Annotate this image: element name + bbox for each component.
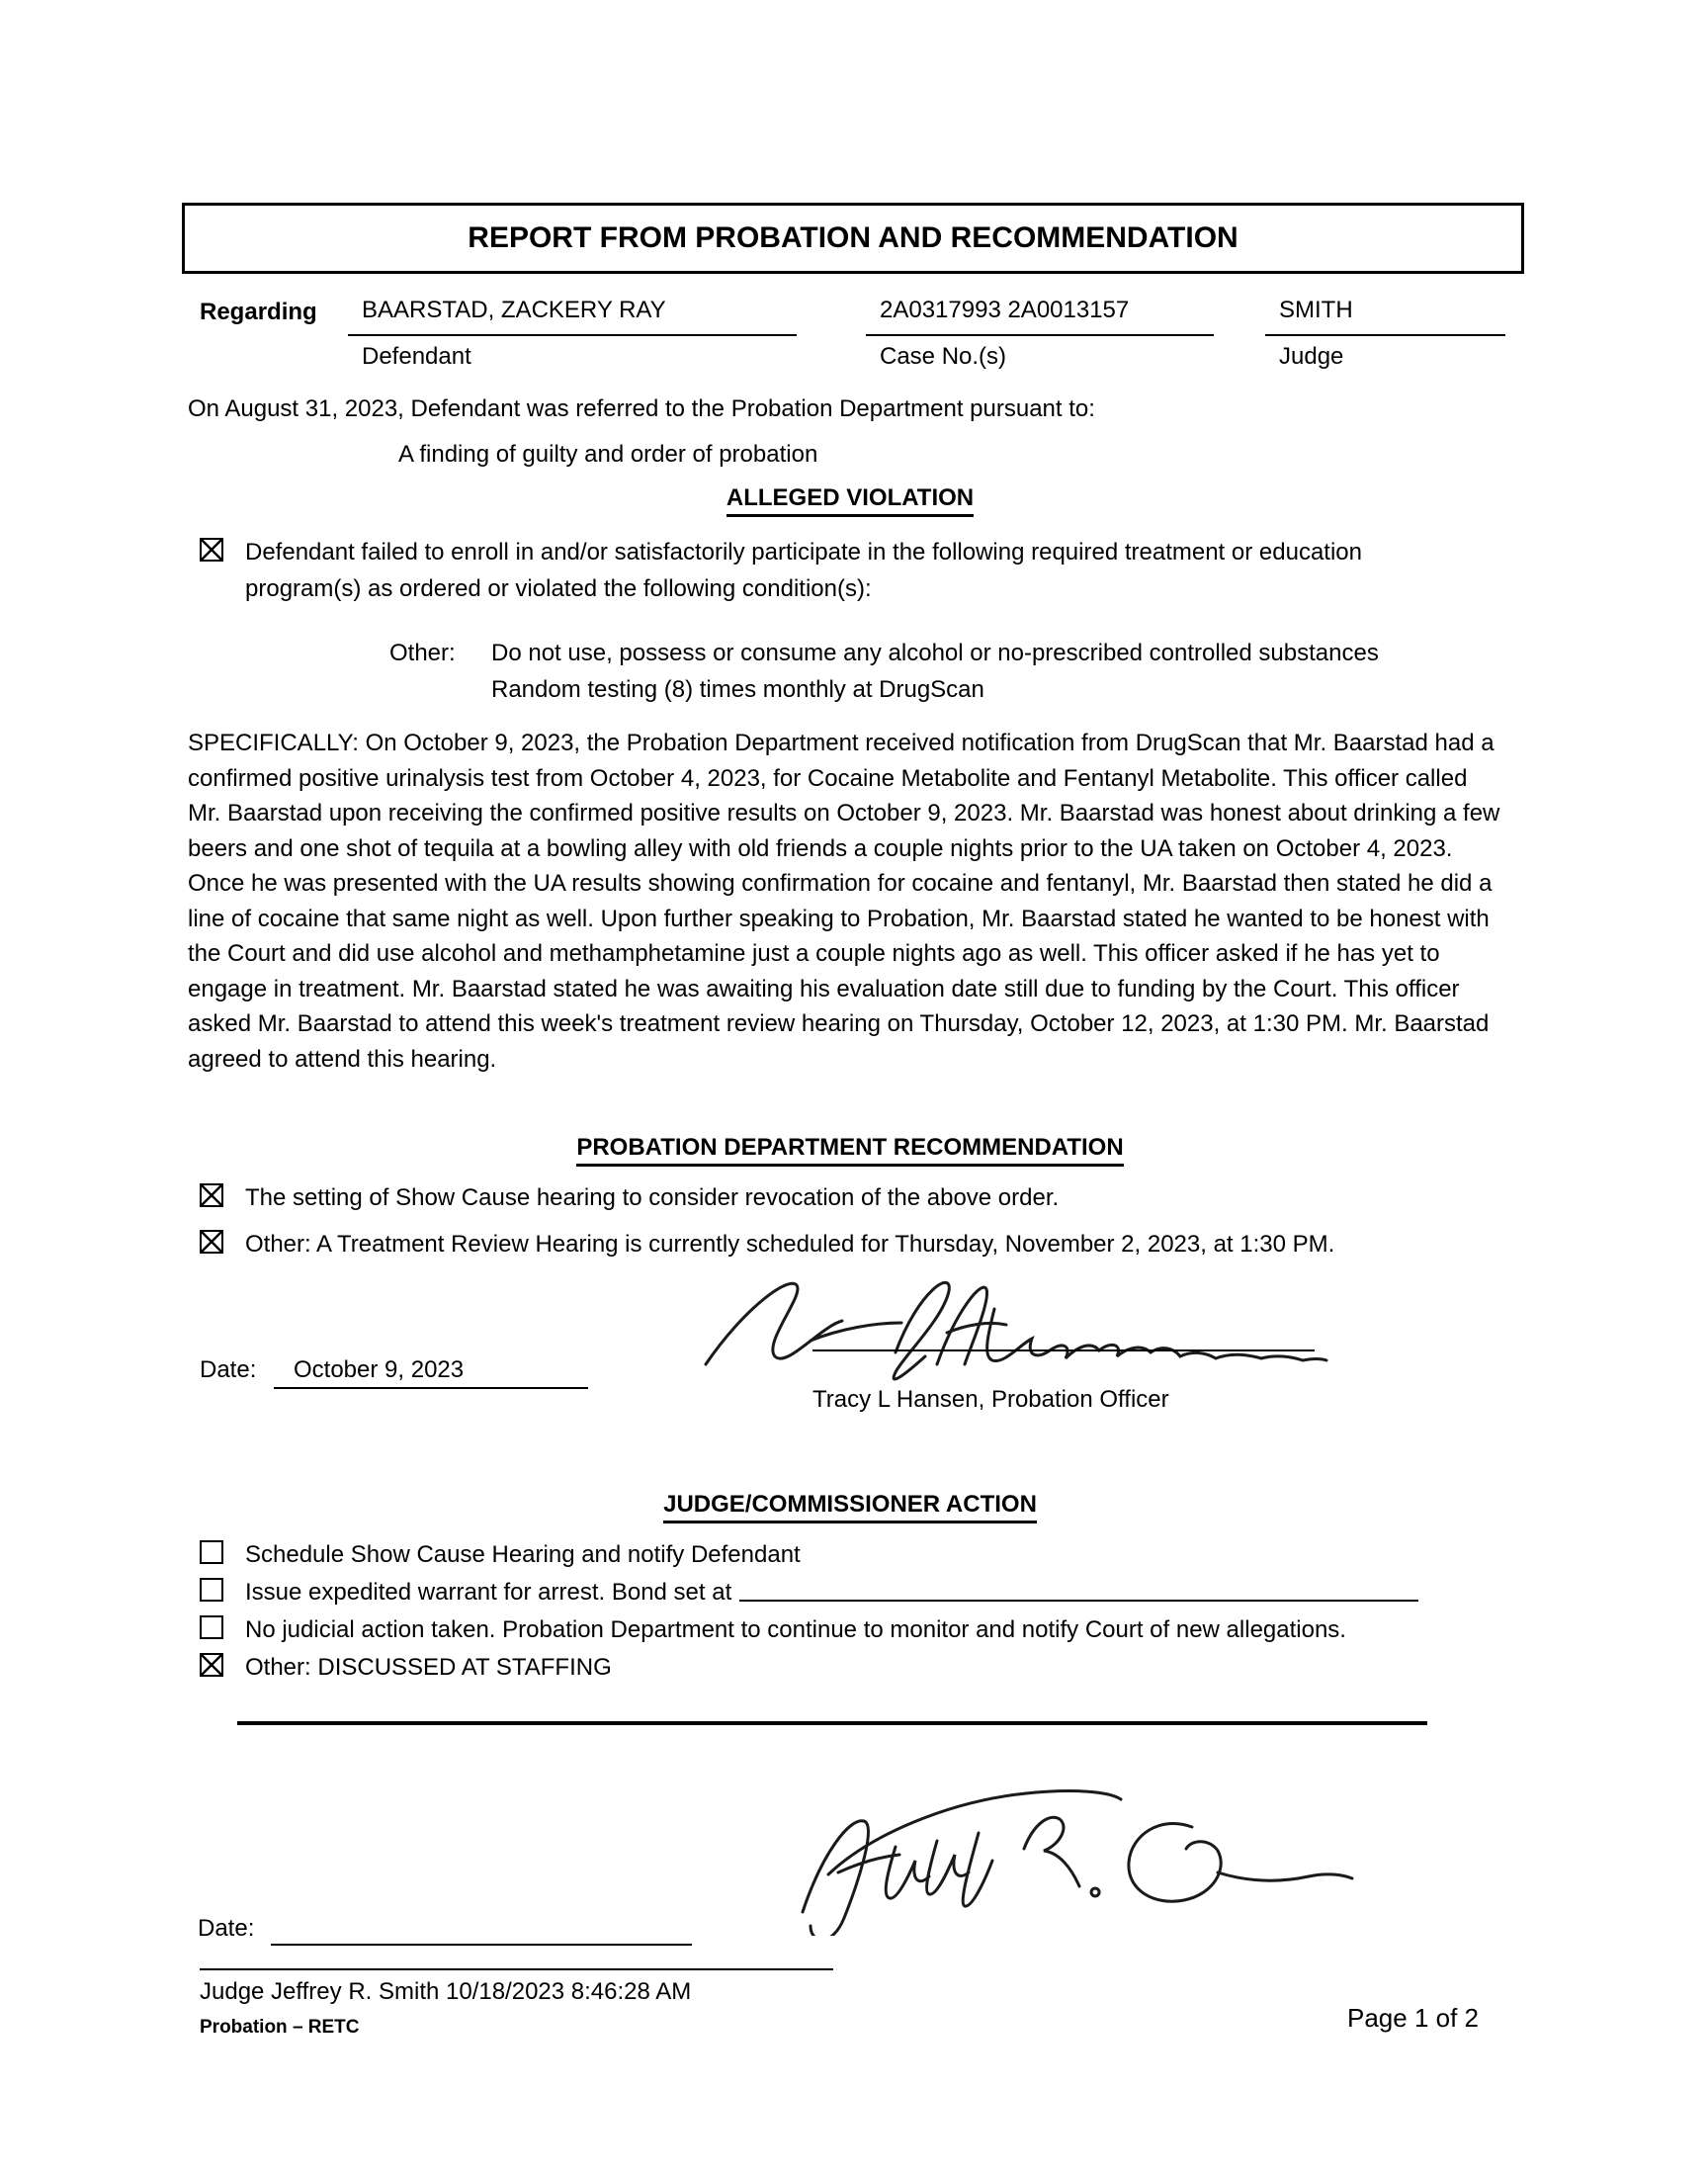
judge-value: SMITH: [1265, 297, 1505, 336]
alleged-violation-heading: ALLEGED VIOLATION: [188, 484, 1512, 517]
specifically-paragraph: SPECIFICALLY: On October 9, 2023, the Probation Department received notification from DrugScan that Mr. Baarstad had a confirmed positive urinalysis test from October 4, 2023, for Cocaine Metabolite and Fentanyl Metabolite. This officer called Mr. Baarstad upon receiving the confirmed positive results on October 9, 2023. Mr. Baarstad was honest about drinking a few beers and one shot of tequila at a bowling alley with old friends a couple nights prior to the UA taken on October 4, 2023. Once he was presented with the UA results showing confirmation for cocaine and fentanyl, Mr. Baarstad then stated he did a line of cocaine that same night as well. Upon further speaking to Probation, Mr. Baarstad stated he wanted to be honest with the Court and did use alcohol and methamphetamine just a couple nights ago as well. This officer asked if he has yet to engage in treatment. Mr. Baarstad stated he was awaiting his evaluation date still due to funding by the Court. This officer asked Mr. Baarstad to attend this week's treatment review hearing on Thursday, October 12, 2023, at 1:30 PM. Mr. Baarstad agreed to attend this hearing.: [188, 730, 1500, 1073]
judge-signature-image: [712, 1778, 1364, 1936]
judge-action-item-row: [200, 1536, 1514, 1573]
case-number-field: [866, 297, 1214, 371]
judge-signed-by-text: Judge Jeffrey R. Smith 10/18/2023 8:46:28 AM: [200, 1978, 692, 2005]
unchecked-checkbox-icon: [200, 1615, 223, 1639]
judge-date-label: Date:: [198, 1915, 255, 1942]
violation-other-block: [389, 635, 1516, 708]
title-box: [182, 203, 1524, 274]
judge-action-item-text: Other: DISCUSSED AT STAFFING: [245, 1654, 612, 1681]
regarding-section: [188, 297, 1517, 371]
document-title: REPORT FROM PROBATION AND RECOMMENDATION: [468, 221, 1238, 254]
officer-signature-name: Tracy L Hansen, Probation Officer: [812, 1386, 1169, 1413]
officer-signature-line: [812, 1349, 1315, 1351]
other-condition-line2: Random testing (8) times monthly at DrugScan: [491, 676, 984, 703]
officer-date-value: October 9, 2023: [294, 1356, 465, 1383]
bond-amount-line: [739, 1574, 1418, 1602]
recommendation-heading: PROBATION DEPARTMENT RECOMMENDATION: [188, 1134, 1512, 1167]
other-label: Other:: [389, 640, 456, 666]
defendant-value: BAARSTAD, ZACKERY RAY: [348, 297, 797, 336]
judge-signature-block-line: [200, 1968, 833, 1970]
judge-action-write-in-line: [237, 1721, 1427, 1725]
unchecked-checkbox-icon: [200, 1578, 223, 1602]
referral-intro: On August 31, 2023, Defendant was referred to the Probation Department pursuant to:: [188, 395, 1095, 422]
page-number: Page 1 of 2: [1347, 2003, 1479, 2033]
judge-date-line: [271, 1944, 692, 1946]
officer-date-label: Date:: [200, 1356, 257, 1383]
judge-caption: Judge: [1279, 343, 1344, 370]
referral-basis: A finding of guilty and order of probation: [398, 441, 818, 468]
case-number-value: 2A0317993 2A0013157: [866, 297, 1214, 336]
defendant-caption: Defendant: [362, 343, 471, 370]
defendant-field: [348, 297, 797, 371]
checked-checkbox-icon: [200, 538, 223, 562]
judge-action-item-row: [200, 1574, 1418, 1610]
judge-action-item-text: Schedule Show Cause Hearing and notify Defendant: [245, 1541, 801, 1568]
regarding-label: Regarding: [200, 299, 317, 325]
judge-action-item-row: [200, 1649, 1514, 1686]
recommendation-item-row: [200, 1179, 1514, 1216]
recommendation-item-row: [200, 1226, 1514, 1262]
judge-action-item-text: No judicial action taken. Probation Department to continue to monitor and notify Court of new allegations.: [245, 1616, 1346, 1643]
violation-item-text: Defendant failed to enroll in and/or satisfactorily participate in the following required treatment or education program(s) as ordered or violated the following condition(s):: [245, 539, 1362, 602]
officer-date-line: [274, 1387, 588, 1389]
officer-signature-image: [692, 1267, 1334, 1391]
form-code-text: Probation – RETC: [200, 2017, 360, 2038]
recommendation-item-text: The setting of Show Cause hearing to consider revocation of the above order.: [245, 1184, 1060, 1211]
checked-checkbox-icon: [200, 1183, 223, 1207]
judge-field: [1265, 297, 1505, 371]
checked-checkbox-icon: [200, 1653, 223, 1677]
other-conditions: [491, 635, 1379, 708]
recommendation-item-text: Other: A Treatment Review Hearing is currently scheduled for Thursday, November 2, 2023, at 1:30 PM.: [245, 1231, 1335, 1258]
checked-checkbox-icon: [200, 1230, 223, 1254]
judge-action-item-row: [200, 1611, 1514, 1648]
unchecked-checkbox-icon: [200, 1540, 223, 1564]
judge-action-heading: JUDGE/COMMISSIONER ACTION: [188, 1491, 1512, 1523]
violation-item-row: [200, 534, 1425, 607]
case-number-caption: Case No.(s): [880, 343, 1007, 370]
other-condition-line1: Do not use, possess or consume any alcohol or no-prescribed controlled substances: [491, 640, 1379, 666]
judge-action-item-text: Issue expedited warrant for arrest. Bond set at: [245, 1579, 732, 1606]
